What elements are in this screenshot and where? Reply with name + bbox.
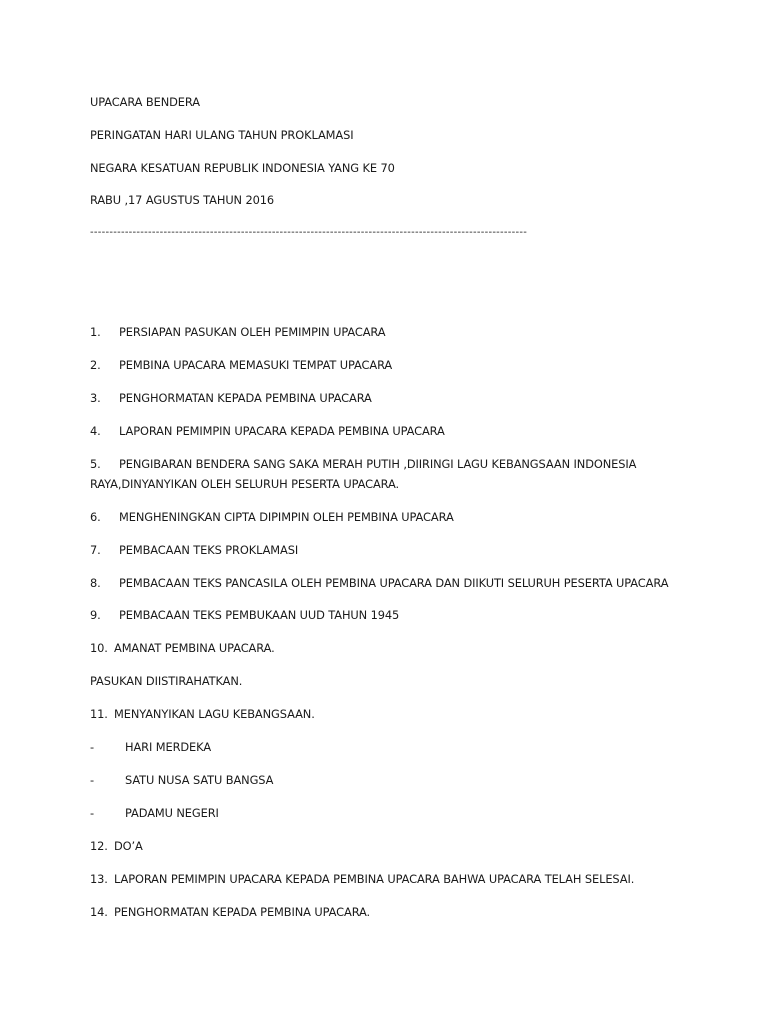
list-item	[90, 510, 454, 524]
list-item	[90, 740, 211, 754]
list-item-number: 9.	[90, 608, 101, 622]
list-item-text: MENGHENINGKAN CIPTA DIPIMPIN OLEH PEMBINA UPACARA	[119, 510, 454, 524]
list-item-text: PENGIBARAN BENDERA SANG SAKA MERAH PUTIH ,DIIRINGI LAGU KEBANGSAAN INDONESIA	[119, 457, 637, 471]
date-line: RABU ,17 AGUSTUS TAHUN 2016	[90, 193, 275, 207]
list-item-text: PEMBACAAN TEKS PEMBUKAAN UUD TAHUN 1945	[119, 608, 400, 622]
list-item	[90, 358, 392, 372]
list-item-bullet: -	[90, 773, 95, 787]
list-item	[90, 806, 219, 820]
list-item	[90, 674, 242, 688]
list-item-number: 4.	[90, 424, 101, 438]
list-item-text: AMANAT PEMBINA UPACARA.	[114, 641, 275, 655]
list-item-number: 5.	[90, 457, 101, 471]
list-item-number: 12.	[90, 839, 108, 853]
list-item	[90, 872, 634, 886]
list-item	[90, 707, 315, 721]
list-item-text: MENYANYIKAN LAGU KEBANGSAAN.	[114, 707, 315, 721]
list-item	[90, 576, 668, 590]
list-item-text: PEMBACAAN TEKS PROKLAMASI	[119, 543, 299, 557]
subtitle-line: PERINGATAN HARI ULANG TAHUN PROKLAMASI	[90, 128, 354, 142]
list-item-number: 11.	[90, 707, 108, 721]
list-item-text: PASUKAN DIISTIRAHATKAN.	[90, 674, 243, 688]
list-item-text: PERSIAPAN PASUKAN OLEH PEMIMPIN UPACARA	[119, 325, 386, 339]
list-item-number: 6.	[90, 510, 101, 524]
list-item-text: PEMBINA UPACARA MEMASUKI TEMPAT UPACARA	[119, 358, 393, 372]
list-item	[90, 325, 385, 339]
list-item	[90, 543, 298, 557]
list-item-text: PENGHORMATAN KEPADA PEMBINA UPACARA	[119, 391, 372, 405]
title-line: UPACARA BENDERA	[90, 95, 200, 109]
list-item-continuation: RAYA,DINYANYIKAN OLEH SELURUH PESERTA UPACARA.	[90, 477, 400, 491]
list-item	[90, 773, 273, 787]
list-item	[90, 391, 372, 405]
list-item	[90, 457, 636, 471]
list-item-number: 3.	[90, 391, 101, 405]
list-item	[90, 424, 445, 438]
list-item-number: 14.	[90, 905, 108, 919]
list-item-text: PADAMU NEGERI	[125, 806, 219, 820]
separator-line: -----------------------------------------------------------------------------------------------------------------	[90, 227, 528, 238]
subtitle-line-2: NEGARA KESATUAN REPUBLIK INDONESIA YANG KE 70	[90, 161, 395, 175]
list-item	[90, 905, 370, 919]
list-item-number: 10.	[90, 641, 108, 655]
list-item-bullet: -	[90, 806, 95, 820]
list-item-number: 1.	[90, 325, 101, 339]
list-item	[90, 641, 275, 655]
list-item-text: LAPORAN PEMIMPIN UPACARA KEPADA PEMBINA UPACARA BAHWA UPACARA TELAH SELESAI.	[114, 872, 635, 886]
list-item-text: LAPORAN PEMIMPIN UPACARA KEPADA PEMBINA UPACARA	[119, 424, 445, 438]
list-item-text: PENGHORMATAN KEPADA PEMBINA UPACARA.	[114, 905, 371, 919]
list-item-number: 8.	[90, 576, 101, 590]
list-item	[90, 839, 143, 853]
list-item-number: 2.	[90, 358, 101, 372]
list-item	[90, 608, 399, 622]
list-item-text: SATU NUSA SATU BANGSA	[125, 773, 274, 787]
list-item-number: 13.	[90, 872, 108, 886]
list-item-text: HARI MERDEKA	[125, 740, 212, 754]
list-item-text: DO’A	[114, 839, 143, 853]
list-item-number: 7.	[90, 543, 101, 557]
list-item-bullet: -	[90, 740, 95, 754]
list-item-text: PEMBACAAN TEKS PANCASILA OLEH PEMBINA UPACARA DAN DIIKUTI SELURUH PESERTA UPACARA	[119, 576, 669, 590]
